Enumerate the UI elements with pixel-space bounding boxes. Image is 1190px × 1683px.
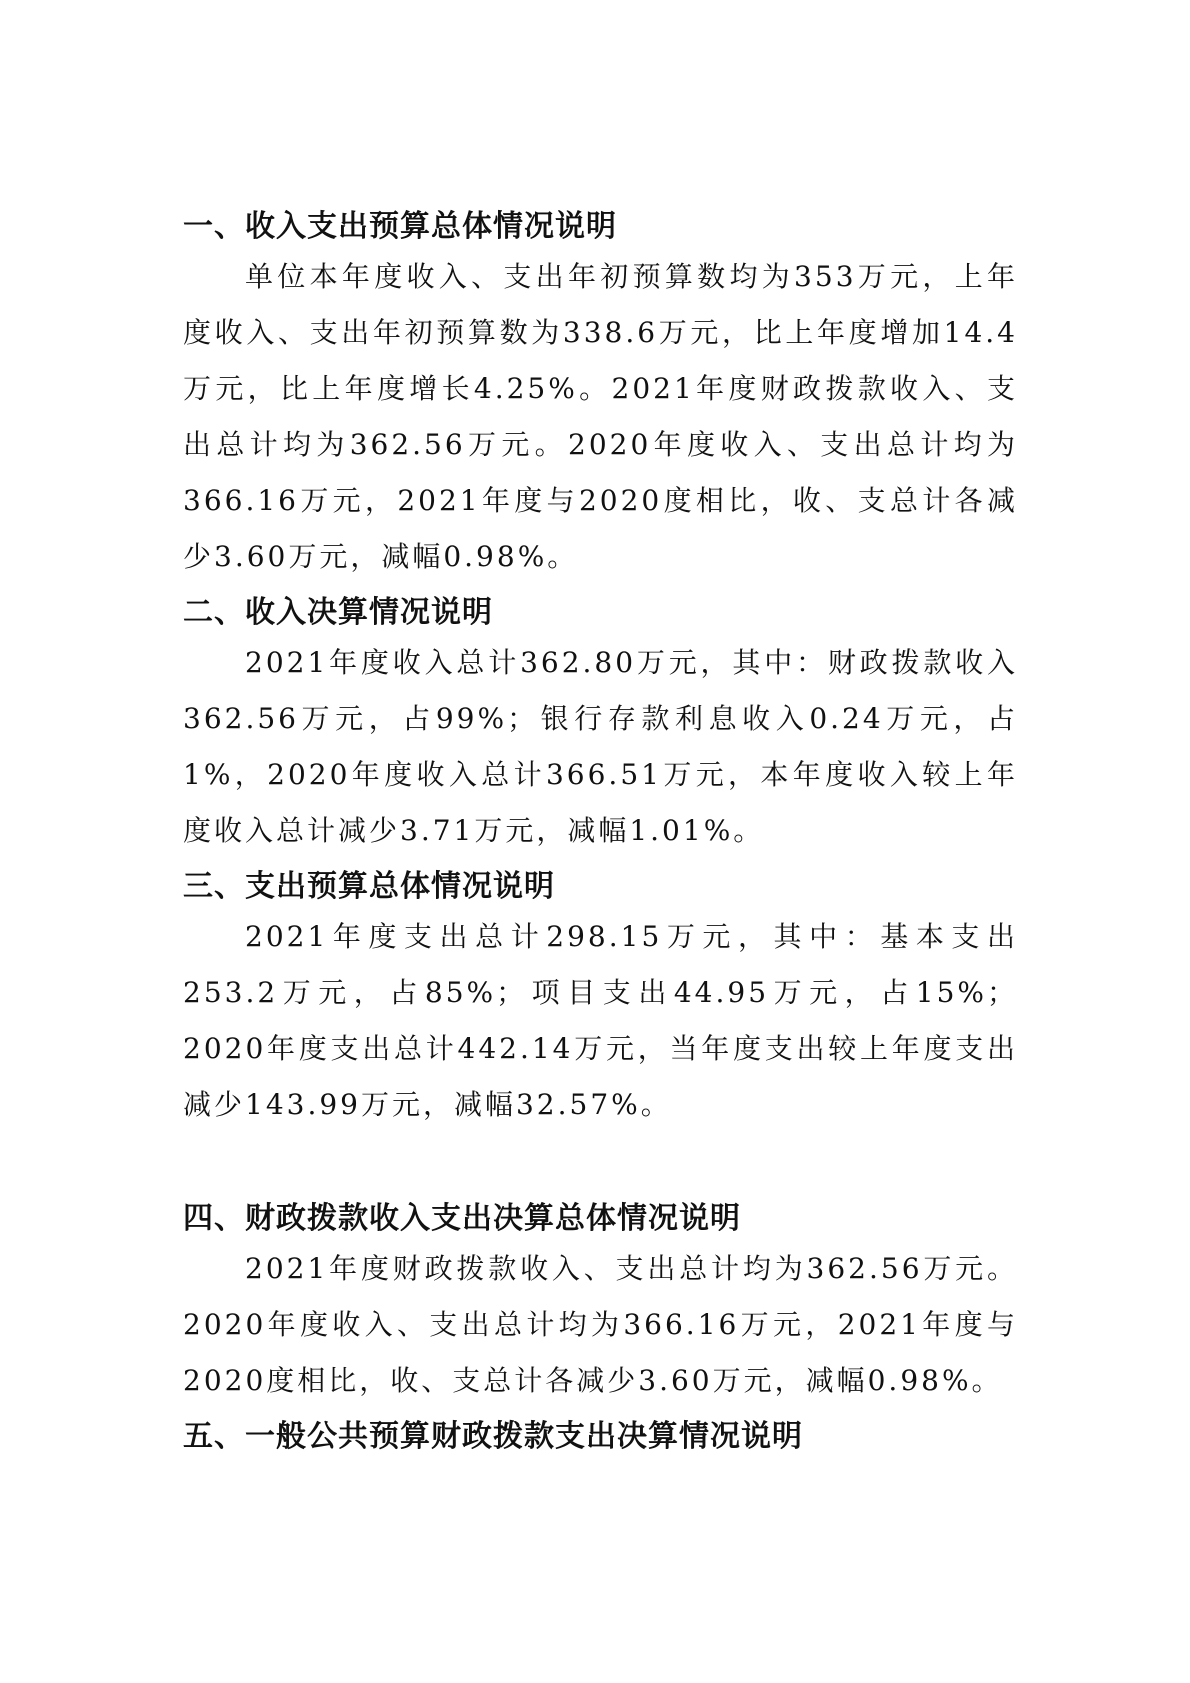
section-2-paragraph: 2021年度收入总计362.80万元，其中：财政拨款收入362.56万元，占99%；银行存款利息收入0.24万元，占1%，2020年度收入总计366.51万元，本年度收入较上年度收入总计减少3.71万元，减幅1.01%。 bbox=[183, 646, 1018, 847]
section-4-paragraph: 2021年度财政拨款收入、支出总计均为362.56万元。2020年度收入、支出总计均为366.16万元，2021年度与2020度相比，收、支总计各减少3.60万元，减幅0.98%。 bbox=[183, 1252, 1018, 1397]
section-gap bbox=[183, 1139, 1018, 1197]
section-3-paragraph: 2021年度支出总计298.15万元，其中：基本支出253.2万元，占85%；项目支出44.95万元，占15%；2020年度支出总计442.14万元，当年度支出较上年度支出减少143.99万元，减幅32.57%。 bbox=[183, 920, 1018, 1121]
section-2-heading: 二、收入决算情况说明 bbox=[183, 595, 493, 630]
section-4-heading: 四、财政拨款收入支出决算总体情况说明 bbox=[183, 1201, 741, 1236]
section-1-paragraph: 单位本年度收入、支出年初预算数均为353万元，上年度收入、支出年初预算数为338.6万元，比上年度增加14.4万元，比上年度增长4.25%。2021年度财政拨款收入、支出总计均为362.56万元。2020年度收入、支出总计均为366.16万元，2021年度与2020度相比，收、支总计各减少3.60万元，减幅0.98%。 bbox=[183, 260, 1018, 573]
section-1-heading: 一、收入支出预算总体情况说明 bbox=[183, 209, 617, 244]
document-page bbox=[183, 205, 1018, 1459]
section-5-heading: 五、一般公共预算财政拨款支出决算情况说明 bbox=[183, 1419, 803, 1454]
section-3-heading: 三、支出预算总体情况说明 bbox=[183, 869, 555, 904]
